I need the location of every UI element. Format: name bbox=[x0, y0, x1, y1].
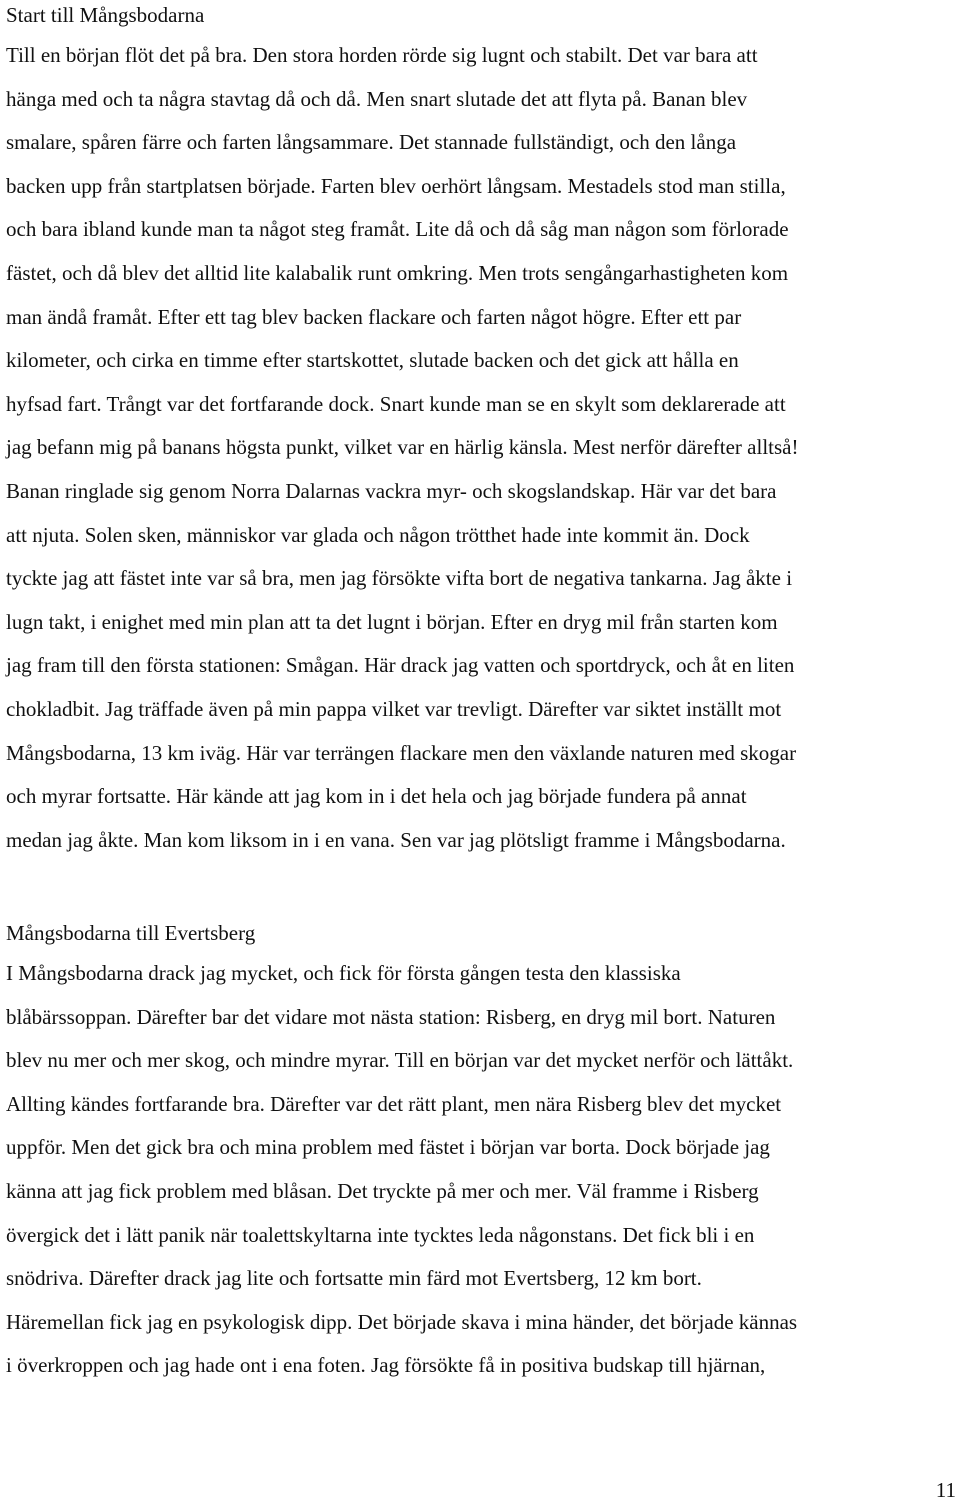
text-line: chokladbit. Jag träffade även på min pappa vilket var trevligt. Därefter var siktet inställt mot bbox=[6, 696, 782, 721]
text-line: Till en början flöt det på bra. Den stora horden rörde sig lugnt och stabilt. Det var bara att bbox=[6, 43, 758, 67]
section-heading-start: Start till Mångsbodarna bbox=[6, 3, 205, 27]
text-line: jag fram till den första stationen: Smågan. Här drack jag vatten och sportdryck, och åt en liten bbox=[6, 653, 795, 678]
section-body-evertsberg bbox=[6, 952, 797, 1388]
page-number: 11 bbox=[935, 1478, 956, 1502]
text-line: tyckte jag att fästet inte var så bra, men jag försökte vifta bort de negativa tankarna. Jag åkte i bbox=[6, 566, 793, 591]
text-line: känna att jag fick problem med blåsan. Det tryckte på mer och mer. Väl framme i Risberg bbox=[6, 1178, 759, 1203]
text-line: i överkroppen och jag hade ont i ena foten. Jag försökte få in positiva budskap till hjärnan, bbox=[6, 1353, 766, 1378]
text-line: Banan ringlade sig genom Norra Dalarnas vackra myr- och skogslandskap. Här var det bara bbox=[6, 478, 777, 503]
text-line: uppför. Men det gick bra och mina problem med fästet i början var borta. Dock började jag bbox=[6, 1135, 770, 1160]
text-line: hyfsad fart. Trångt var det fortfarande dock. Snart kunde man se en skylt som deklarerade att bbox=[6, 391, 786, 416]
text-line: Mångsbodarna, 13 km iväg. Här var terrängen flackare men den växlande naturen med skogar bbox=[6, 740, 797, 765]
text-line: man ändå framåt. Efter ett tag blev backen flackare och farten något högre. Efter ett par bbox=[6, 304, 742, 329]
text-line: kilometer, och cirka en timme efter startskottet, slutade backen och det gick att hålla en bbox=[6, 348, 739, 373]
text-line: att njuta. Solen sken, människor var glada och någon trötthet hade inte kommit än. Dock bbox=[6, 522, 750, 547]
text-line: I Mångsbodarna drack jag mycket, och fick för första gången testa den klassiska bbox=[6, 961, 681, 985]
section-heading-evertsberg: Mångsbodarna till Evertsberg bbox=[6, 921, 256, 945]
text-line: fästet, och då blev det alltid lite kalabalik runt omkring. Men trots sengångarhastigheten kom bbox=[6, 260, 789, 285]
text-line: och myrar fortsatte. Här kände att jag kom in i det hela och jag började fundera på annat bbox=[6, 784, 747, 809]
text-line: snödriva. Därefter drack jag lite och fortsatte min färd mot Evertsberg, 12 km bort. bbox=[6, 1266, 702, 1291]
text-line: lugn takt, i enighet med min plan att ta det lugnt i början. Efter en dryg mil från starten kom bbox=[6, 609, 778, 634]
text-line: medan jag åkte. Man kom liksom in i en vana. Sen var jag plötsligt framme i Mångsbodarna. bbox=[6, 827, 786, 852]
text-line: blev nu mer och mer skog, och mindre myrar. Till en början var det mycket nerför och lättåkt. bbox=[6, 1048, 794, 1073]
text-line: Allting kändes fortfarande bra. Därefter var det rätt plant, men nära Risberg blev det mycket bbox=[6, 1091, 782, 1116]
text-line: övergick det i lätt panik när toalettskyltarna inte tycktes leda någonstans. Det fick bli i en bbox=[6, 1222, 755, 1247]
text-line: backen upp från startplatsen började. Farten blev oerhört långsam. Mestadels stod man stilla, bbox=[6, 173, 786, 198]
section-body-start bbox=[6, 34, 798, 862]
text-line: Häremellan fick jag en psykologisk dipp. Det började skava i mina händer, det började kännas bbox=[6, 1309, 798, 1334]
text-line: och bara ibland kunde man ta något steg framåt. Lite då och då såg man någon som förlorade bbox=[6, 217, 789, 242]
document-page bbox=[6, 0, 958, 1378]
text-line: blåbärssoppan. Därefter bar det vidare mot nästa station: Risberg, en dryg mil bort. Naturen bbox=[6, 1004, 776, 1029]
text-line: hänga med och ta några stavtag då och då. Men snart slutade det att flyta på. Banan blev bbox=[6, 86, 748, 111]
text-line: smalare, spåren färre och farten långsammare. Det stannade fullständigt, och den långa bbox=[6, 130, 737, 155]
text-line: jag befann mig på banans högsta punkt, vilket var en härlig känsla. Mest nerför därefter alltså! bbox=[6, 435, 799, 460]
